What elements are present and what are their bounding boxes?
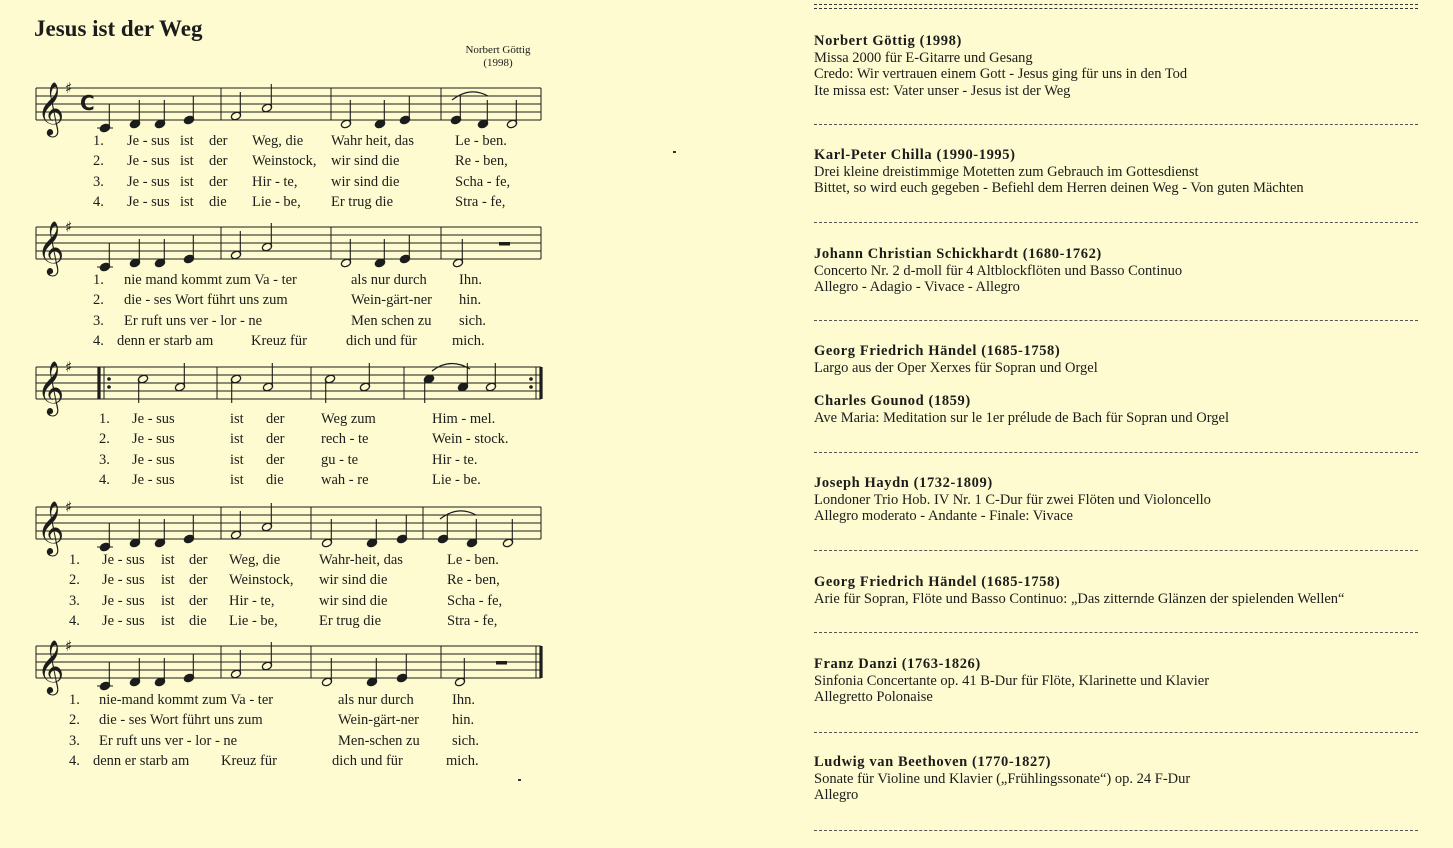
entry-line: Ite missa est: Vater unser - Jesus ist der Weg [814, 82, 1071, 99]
lyric-syllable: Weinstock, [252, 153, 317, 170]
lyric-syllable: dich und für [346, 332, 417, 349]
lyric-line [0, 733, 560, 753]
lyric-line [0, 272, 560, 292]
lyric-syllable: die - ses Wort führt uns zum [124, 292, 288, 309]
repeat-dot [529, 385, 533, 389]
lyric-syllable: die - ses Wort führt uns zum [99, 712, 263, 729]
lyric-syllable: wir sind die [319, 592, 388, 609]
lyric-syllable: ist [230, 451, 244, 468]
lyric-syllable: der [189, 592, 208, 609]
entry-header: Norbert Göttig (1998) [814, 33, 962, 49]
verse-number: 1. [69, 552, 80, 568]
entry-line: Allegretto Polonaise [814, 689, 933, 705]
program-entry [814, 754, 1420, 804]
lyric-syllable: der [209, 173, 228, 190]
lyric-syllable: Je - sus [132, 471, 175, 488]
lyric-line [0, 613, 560, 633]
lyric-syllable: Je - sus [132, 411, 175, 427]
entry-line: Allegro - Adagio - Vivace - Allegro [814, 279, 1020, 295]
half-rest [499, 242, 510, 246]
lyric-syllable: Le - ben. [447, 552, 499, 568]
verse-number: 3. [99, 451, 110, 468]
entry-line: Londoner Trio Hob. IV Nr. 1 C-Dur für zwei Flöten und Violoncello [814, 491, 1211, 508]
verse-number: 1. [99, 411, 110, 427]
lyric-syllable: Lie - be. [432, 471, 481, 488]
lyric-line [0, 572, 560, 592]
lyric-syllable: Ihn. [452, 692, 475, 708]
divider [814, 320, 1418, 321]
lyric-line [0, 133, 560, 153]
lyric-syllable: Stra - fe, [455, 193, 506, 210]
program-entry [814, 475, 1420, 525]
lyric-syllable: nie mand kommt zum Va - ter [124, 272, 297, 288]
lyric-syllable: ist [230, 411, 244, 427]
lyric-line [0, 452, 560, 472]
divider [814, 632, 1418, 633]
lyric-syllable: ist [180, 173, 194, 190]
lyric-syllable: die [209, 193, 227, 210]
lyric-line [0, 411, 560, 431]
sharp-icon: ♯ [65, 637, 73, 655]
lyric-syllable: ist [161, 612, 175, 629]
lyric-line [0, 333, 560, 353]
lyric-line [0, 593, 560, 613]
lyric-syllable: Re - ben, [455, 153, 508, 170]
divider [814, 830, 1418, 831]
entry-header: Joseph Haydn (1732-1809) [814, 475, 993, 491]
lyric-syllable: Je - sus [127, 173, 170, 190]
entry-header: Johann Christian Schickhardt (1680-1762) [814, 246, 1102, 262]
verse-number: 3. [93, 312, 104, 329]
entry-header: Georg Friedrich Händel (1685-1758) [814, 574, 1061, 590]
lyric-syllable: denn er starb am [93, 752, 190, 769]
verse-number: 1. [93, 272, 104, 288]
divider [814, 550, 1418, 551]
lyric-syllable: ist [180, 193, 194, 210]
lyric-syllable: die [189, 612, 207, 629]
lyric-syllable: ist [180, 153, 194, 170]
treble-clef-icon: 𝄞 [37, 639, 65, 693]
concert-program [814, 0, 1420, 848]
lyric-syllable: mich. [446, 752, 479, 769]
lyric-line [0, 712, 560, 732]
sharp-icon: ♯ [65, 79, 73, 97]
treble-clef-icon: 𝄞 [37, 360, 65, 414]
verse-number: 4. [69, 752, 80, 769]
lyric-syllable: hin. [452, 712, 475, 729]
lyric-syllable: der [266, 431, 285, 448]
program-entry [814, 33, 1420, 99]
lyric-line [0, 292, 560, 312]
verse-number: 4. [93, 193, 104, 210]
lyric-syllable: Hir - te, [252, 173, 298, 190]
lyric-line [0, 174, 560, 194]
entry-line: Arie für Sopran, Flöte und Basso Continuo: „Das zitternde Glänzen der spielenden Wellen“ [814, 590, 1345, 607]
lyric-line [0, 472, 560, 492]
lyric-syllable: sich. [459, 312, 486, 329]
lyric-line [0, 552, 560, 572]
treble-clef-icon: 𝄞 [37, 220, 65, 274]
lyric-syllable: Kreuz für [221, 752, 277, 769]
lyric-syllable: der [209, 133, 228, 149]
verse-number: 4. [93, 332, 104, 349]
program-entry [814, 147, 1420, 197]
lyric-syllable: Er ruft uns ver - lor - ne [99, 732, 238, 749]
verse-number: 3. [93, 173, 104, 190]
lyric-syllable: Kreuz für [251, 332, 307, 349]
lyric-line [0, 313, 560, 333]
lyric-syllable: der [189, 552, 208, 568]
lyric-syllable: Je - sus [102, 572, 145, 589]
lyric-syllable: wir sind die [319, 572, 388, 589]
lyric-syllable: Hir - te, [229, 592, 275, 609]
lyric-syllable: ist [161, 552, 175, 568]
entry-line: Sonate für Violine und Klavier („Frühlingssonate“) op. 24 F-Dur [814, 770, 1191, 787]
entry-line: Concerto Nr. 2 d-moll für 4 Altblockflöten und Basso Continuo [814, 262, 1183, 279]
sharp-icon: ♯ [65, 498, 73, 516]
lyric-syllable: ist [161, 572, 175, 589]
program-entry [814, 393, 1420, 426]
repeat-dot [529, 377, 533, 381]
lyric-syllable: Wahr-heit, das [319, 552, 403, 568]
song-composer [452, 44, 544, 70]
lyric-syllable: nie-mand kommt zum Va - ter [99, 692, 274, 708]
entry-line: Sinfonia Concertante op. 41 B-Dur für Flöte, Klarinette und Klavier [814, 672, 1210, 689]
entry-header: Karl-Peter Chilla (1990-1995) [814, 147, 1016, 163]
lyric-syllable: ist [230, 471, 244, 488]
lyric-line [0, 431, 560, 451]
lyric-syllable: Weg, die [229, 552, 281, 568]
lyric-syllable: Je - sus [127, 193, 170, 210]
program-entry [814, 246, 1420, 296]
lyric-syllable: Je - sus [132, 431, 175, 448]
lyric-line [0, 194, 560, 214]
lyric-syllable: dich und für [332, 752, 403, 769]
verse-number: 2. [69, 572, 80, 589]
verse-number: 2. [69, 712, 80, 729]
double-rule [814, 3, 1418, 11]
lyric-syllable: Je - sus [102, 612, 145, 629]
lyric-syllable: rech - te [321, 431, 369, 448]
lyric-line [0, 153, 560, 173]
sharp-icon: ♯ [65, 218, 73, 236]
lyric-syllable: sich. [452, 732, 479, 749]
divider [814, 732, 1418, 733]
treble-clef-icon: 𝄞 [37, 500, 65, 554]
verse-number: 3. [69, 592, 80, 609]
entry-header: Franz Danzi (1763-1826) [814, 656, 981, 672]
composer-name: Norbert Göttig [465, 44, 531, 56]
lyric-syllable: Weg, die [252, 133, 304, 149]
divider [814, 452, 1418, 453]
lyric-syllable: Stra - fe, [447, 612, 498, 629]
lyric-syllable: Lie - be, [252, 193, 301, 210]
treble-clef-icon: 𝄞 [37, 81, 65, 135]
entry-line: Credo: Wir vertrauen einem Gott - Jesus ging für uns in den Tod [814, 66, 1188, 82]
verse-number: 2. [99, 431, 110, 448]
speck [518, 779, 521, 781]
lyric-syllable: Men schen zu [351, 312, 432, 329]
lyric-syllable: Je - sus [127, 153, 170, 170]
verse-number: 1. [93, 133, 104, 149]
half-rest [496, 661, 507, 665]
lyric-syllable: mich. [452, 332, 485, 349]
lyric-syllable: Wein-gärt-ner [338, 712, 419, 729]
lyric-syllable: Hir - te. [432, 451, 478, 468]
lyric-syllable: Le - ben. [455, 133, 507, 149]
lyric-syllable: Wahr heit, das [331, 133, 414, 149]
lyric-syllable: der [266, 451, 285, 468]
lyric-syllable: Men-schen zu [338, 732, 420, 749]
verse-number: 2. [93, 153, 104, 170]
lyric-syllable: hin. [459, 292, 482, 309]
entry-line: Ave Maria: Meditation sur le 1er prélude de Bach für Sopran und Orgel [814, 409, 1230, 426]
repeat-dot [107, 385, 111, 389]
lyric-syllable: Je - sus [127, 133, 170, 149]
lyric-syllable: Wein - stock. [432, 431, 509, 448]
composer-year: (1998) [483, 57, 513, 69]
lyric-syllable: Ihn. [459, 272, 482, 288]
program-entry [814, 656, 1420, 706]
lyric-syllable: Er trug die [331, 193, 394, 210]
lyric-syllable: Wein-gärt-ner [351, 292, 432, 309]
lyric-syllable: ist [161, 592, 175, 609]
lyric-line [0, 692, 560, 712]
entry-header: Charles Gounod (1859) [814, 393, 971, 409]
sharp-icon: ♯ [65, 358, 73, 376]
divider [814, 222, 1418, 223]
lyric-line [0, 753, 560, 773]
lyric-syllable: wir sind die [331, 173, 400, 190]
entry-line: Bittet, so wird euch gegeben - Befiehl dem Herren deinen Weg - Von guten Mächten [814, 180, 1304, 196]
song-title: Jesus ist der Weg [34, 16, 203, 41]
lyric-syllable: Er trug die [319, 612, 382, 629]
lyric-syllable: der [266, 411, 285, 427]
entry-line: Allegro moderato - Andante - Finale: Vivace [814, 508, 1073, 524]
verse-number: 2. [93, 292, 104, 309]
lyric-syllable: denn er starb am [117, 332, 214, 349]
lyric-syllable: der [189, 572, 208, 589]
lyric-syllable: als nur durch [351, 272, 427, 288]
verse-number: 4. [69, 612, 80, 629]
lyric-syllable: Weg zum [321, 411, 376, 427]
lyric-syllable: Je - sus [102, 552, 145, 568]
verse-number: 3. [69, 732, 80, 749]
lyric-syllable: Scha - fe, [447, 592, 503, 609]
lyric-syllable: Him - mel. [432, 411, 496, 427]
lyric-syllable: wir sind die [331, 153, 400, 170]
lyric-syllable: ist [180, 133, 194, 149]
lyric-syllable: gu - te [321, 451, 359, 468]
program-entry [814, 574, 1420, 607]
lyric-syllable: Re - ben, [447, 572, 500, 589]
speck [673, 151, 676, 153]
verse-number: 4. [99, 471, 110, 488]
entry-line: Allegro [814, 787, 859, 803]
lyric-syllable: Lie - be, [229, 612, 278, 629]
lyric-syllable: Je - sus [132, 451, 175, 468]
entry-header: Ludwig van Beethoven (1770-1827) [814, 754, 1052, 770]
entry-line: Drei kleine dreistimmige Motetten zum Gebrauch im Gottesdienst [814, 163, 1199, 180]
entry-header: Georg Friedrich Händel (1685-1758) [814, 343, 1061, 359]
lyric-syllable: der [209, 153, 228, 170]
lyric-syllable: Er ruft uns ver - lor - ne [124, 312, 263, 329]
divider [814, 124, 1418, 125]
lyric-syllable: Weinstock, [229, 572, 294, 589]
lyric-syllable: wah - re [321, 471, 369, 488]
lyric-syllable: Je - sus [102, 592, 145, 609]
repeat-dot [107, 377, 111, 381]
lyric-syllable: ist [230, 431, 244, 448]
lyric-syllable: als nur durch [338, 692, 414, 708]
lyric-syllable: Scha - fe, [455, 173, 511, 190]
lyric-syllable: die [266, 471, 284, 488]
program-entry [814, 343, 1420, 376]
time-signature: C [80, 91, 95, 115]
entry-line: Missa 2000 für E-Gitarre und Gesang [814, 49, 1033, 66]
entry-line: Largo aus der Oper Xerxes für Sopran und Orgel [814, 359, 1098, 376]
verse-number: 1. [69, 692, 80, 708]
